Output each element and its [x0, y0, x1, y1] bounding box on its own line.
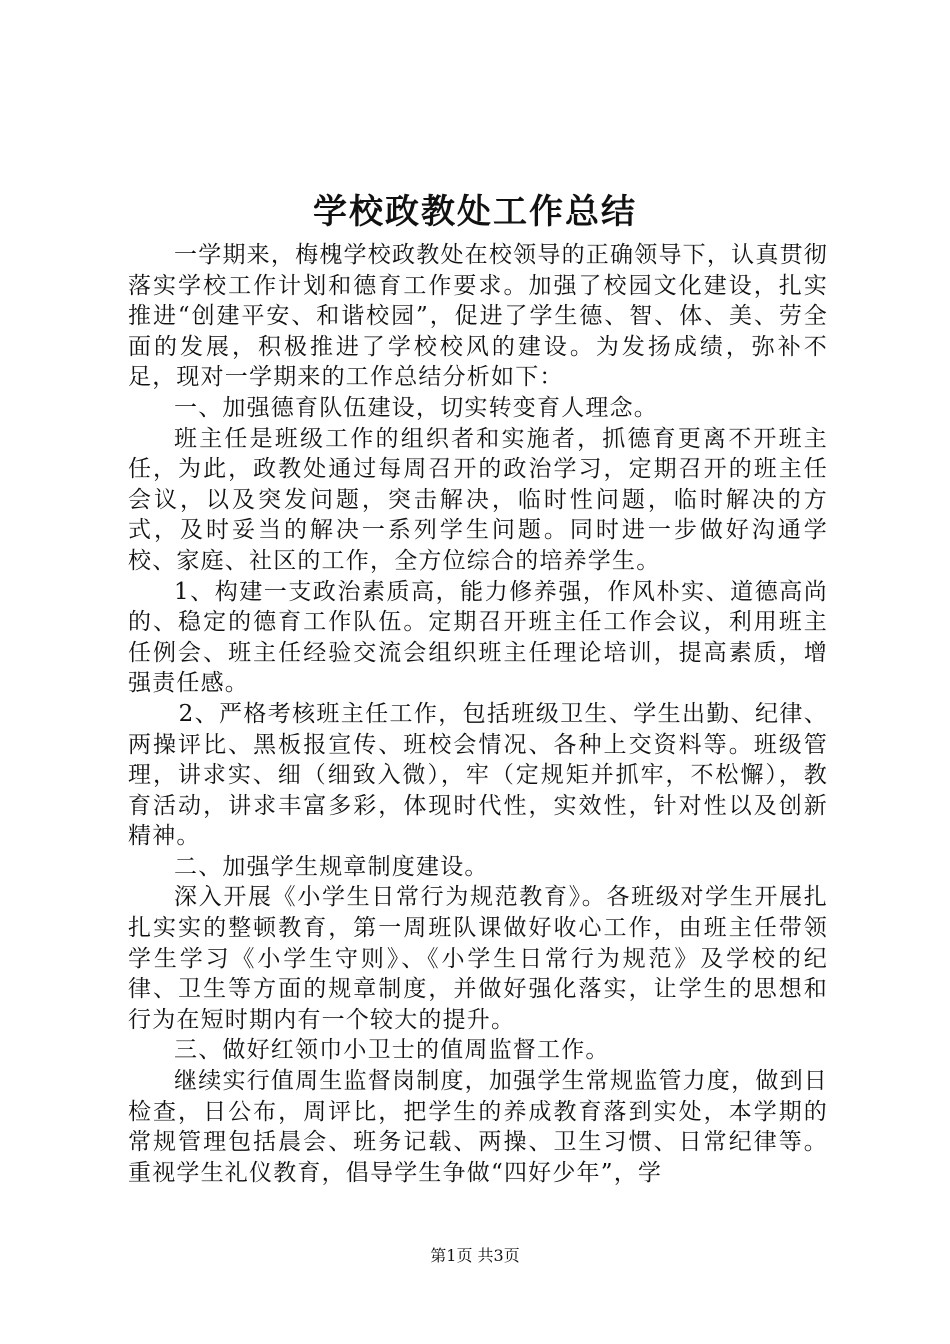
paragraph-section-2: 深入开展《小学生日常行为规范教育》。各班级对学生开展扎扎实实的整顿教育，第一周班队课做好收心工作，由班主任带领学生学习《小学生守则》、《小学生日常行为规范》及学校的纪律、卫生等方面的规章制度，并做好强化落实，让学生的思想和行为在短时期内有一个较大的提升。	[128, 884, 828, 1033]
paragraph-intro: 一学期来，梅槐学校政教处在校领导的正确领导下，认真贯彻落实学校工作计划和德育工作要求。加强了校园文化建设，扎实推进“创建平安、和谐校园”，促进了学生德、智、体、美、劳全面的发展，积极推进了学校校风的建设。为发扬成绩，弥补不足，现对一学期来的工作总结分析如下：	[128, 242, 828, 391]
paragraph-section-1: 班主任是班级工作的组织者和实施者，抓德育更离不开班主任，为此，政教处通过每周召开的政治学习，定期召开的班主任会议，以及突发问题，突击解决，临时性问题，临时解决的方式，及时妥当的解决一系列学生问题。同时进一步做好沟通学校、家庭、社区的工作，全方位综合的培养学生。	[128, 425, 828, 574]
section-heading-2: 二、加强学生规章制度建设。	[174, 853, 489, 880]
section-heading-1: 一、加强德育队伍建设，切实转变育人理念。	[174, 394, 658, 421]
paragraph-section-3: 继续实行值周生监督岗制度，加强学生常规监管力度，做到日检查，日公布，周评比，把学生的养成教育落到实处，本学期的常规管理包括晨会、班务记载、两操、卫生习惯、日常纪律等。重视学生礼仪教育，倡导学生争做“四好少年”，学	[128, 1068, 828, 1186]
document-body	[128, 240, 828, 1188]
list-item-1: 1、构建一支政治素质高，能力修养强，作风朴实、道德高尚的、稳定的德育工作队伍。定期召开班主任工作会议，利用班主任例会、班主任经验交流会组织班主任理论培训，提高素质，增强责任感。	[128, 578, 828, 697]
page-footer: 第1页 共3页	[430, 1246, 520, 1265]
section-heading-3: 三、做好红领巾小卫士的值周监督工作。	[174, 1037, 610, 1064]
list-item-2: 2、严格考核班主任工作，包括班级卫生、学生出勤、纪律、两操评比、黑板报宣传、班校会情况、各种上交资料等。班级管理，讲求实、细（细致入微），牢（定规矩并抓牢，不松懈），教育活动，讲求丰富多彩，体现时代性，实效性，针对性以及创新精神。	[128, 700, 828, 850]
document-title: 学校政教处工作总结	[313, 192, 637, 232]
